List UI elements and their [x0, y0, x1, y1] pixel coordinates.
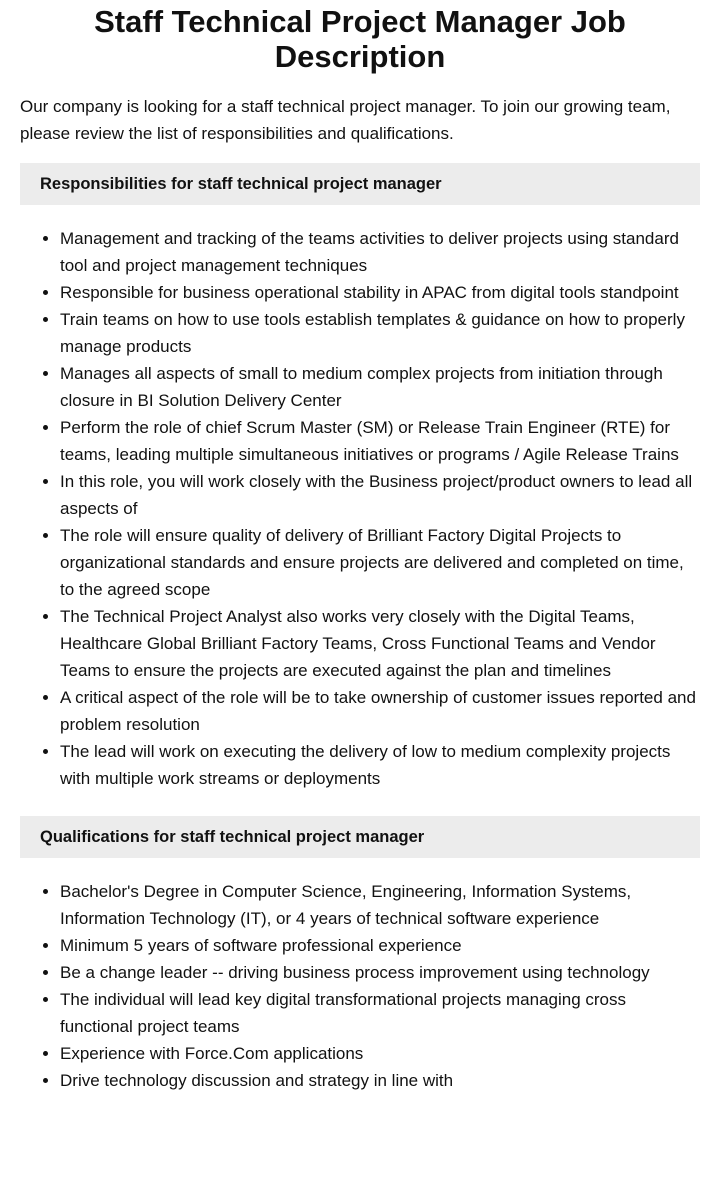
- responsibilities-heading: Responsibilities for staff technical project manager: [20, 163, 700, 205]
- list-item: • Minimum 5 years of software professional experience: [60, 932, 700, 959]
- list-item: • Drive technology discussion and strategy in line with: [60, 1067, 700, 1094]
- list-item: • Management and tracking of the teams activities to deliver projects using standard tool and project management techniques: [60, 225, 700, 279]
- qualifications-list: [20, 878, 700, 1094]
- list-item: • Train teams on how to use tools establish templates & guidance on how to properly manage products: [60, 306, 700, 360]
- list-item: • Perform the role of chief Scrum Master (SM) or Release Train Engineer (RTE) for teams, leading multiple simultaneous initiatives or programs / Agile Release Trains: [60, 414, 700, 468]
- list-item: • Experience with Force.Com applications: [60, 1040, 700, 1067]
- list-item: • Be a change leader -- driving business process improvement using technology: [60, 959, 700, 986]
- list-item: • Bachelor's Degree in Computer Science, Engineering, Information Systems, Information Technology (IT), or 4 years of technical software experience: [60, 878, 700, 932]
- list-item: • Responsible for business operational stability in APAC from digital tools standpoint: [60, 279, 700, 306]
- list-item: • The role will ensure quality of delivery of Brilliant Factory Digital Projects to organizational standards and ensure projects are delivered and completed on time, to the agreed scope: [60, 522, 700, 603]
- list-item: • Manages all aspects of small to medium complex projects from initiation through closure in BI Solution Delivery Center: [60, 360, 700, 414]
- list-item: • The lead will work on executing the delivery of low to medium complexity projects with multiple work streams or deployments: [60, 738, 700, 792]
- list-item: • In this role, you will work closely with the Business project/product owners to lead all aspects of: [60, 468, 700, 522]
- list-item: • The Technical Project Analyst also works very closely with the Digital Teams, Healthcare Global Brilliant Factory Teams, Cross Functional Teams and Vendor Teams to ensure the projects are executed against the plan and timelines: [60, 603, 700, 684]
- list-item: • A critical aspect of the role will be to take ownership of customer issues reported and problem resolution: [60, 684, 700, 738]
- intro-text: Our company is looking for a staff technical project manager. To join our growing team, please review the list of responsibilities and qualifications.: [20, 97, 671, 143]
- page-title: Staff Technical Project Manager Job Description: [94, 4, 626, 74]
- list-item: • The individual will lead key digital transformational projects managing cross functional project teams: [60, 986, 700, 1040]
- qualifications-heading: Qualifications for staff technical project manager: [20, 816, 700, 858]
- responsibilities-list: [20, 225, 700, 792]
